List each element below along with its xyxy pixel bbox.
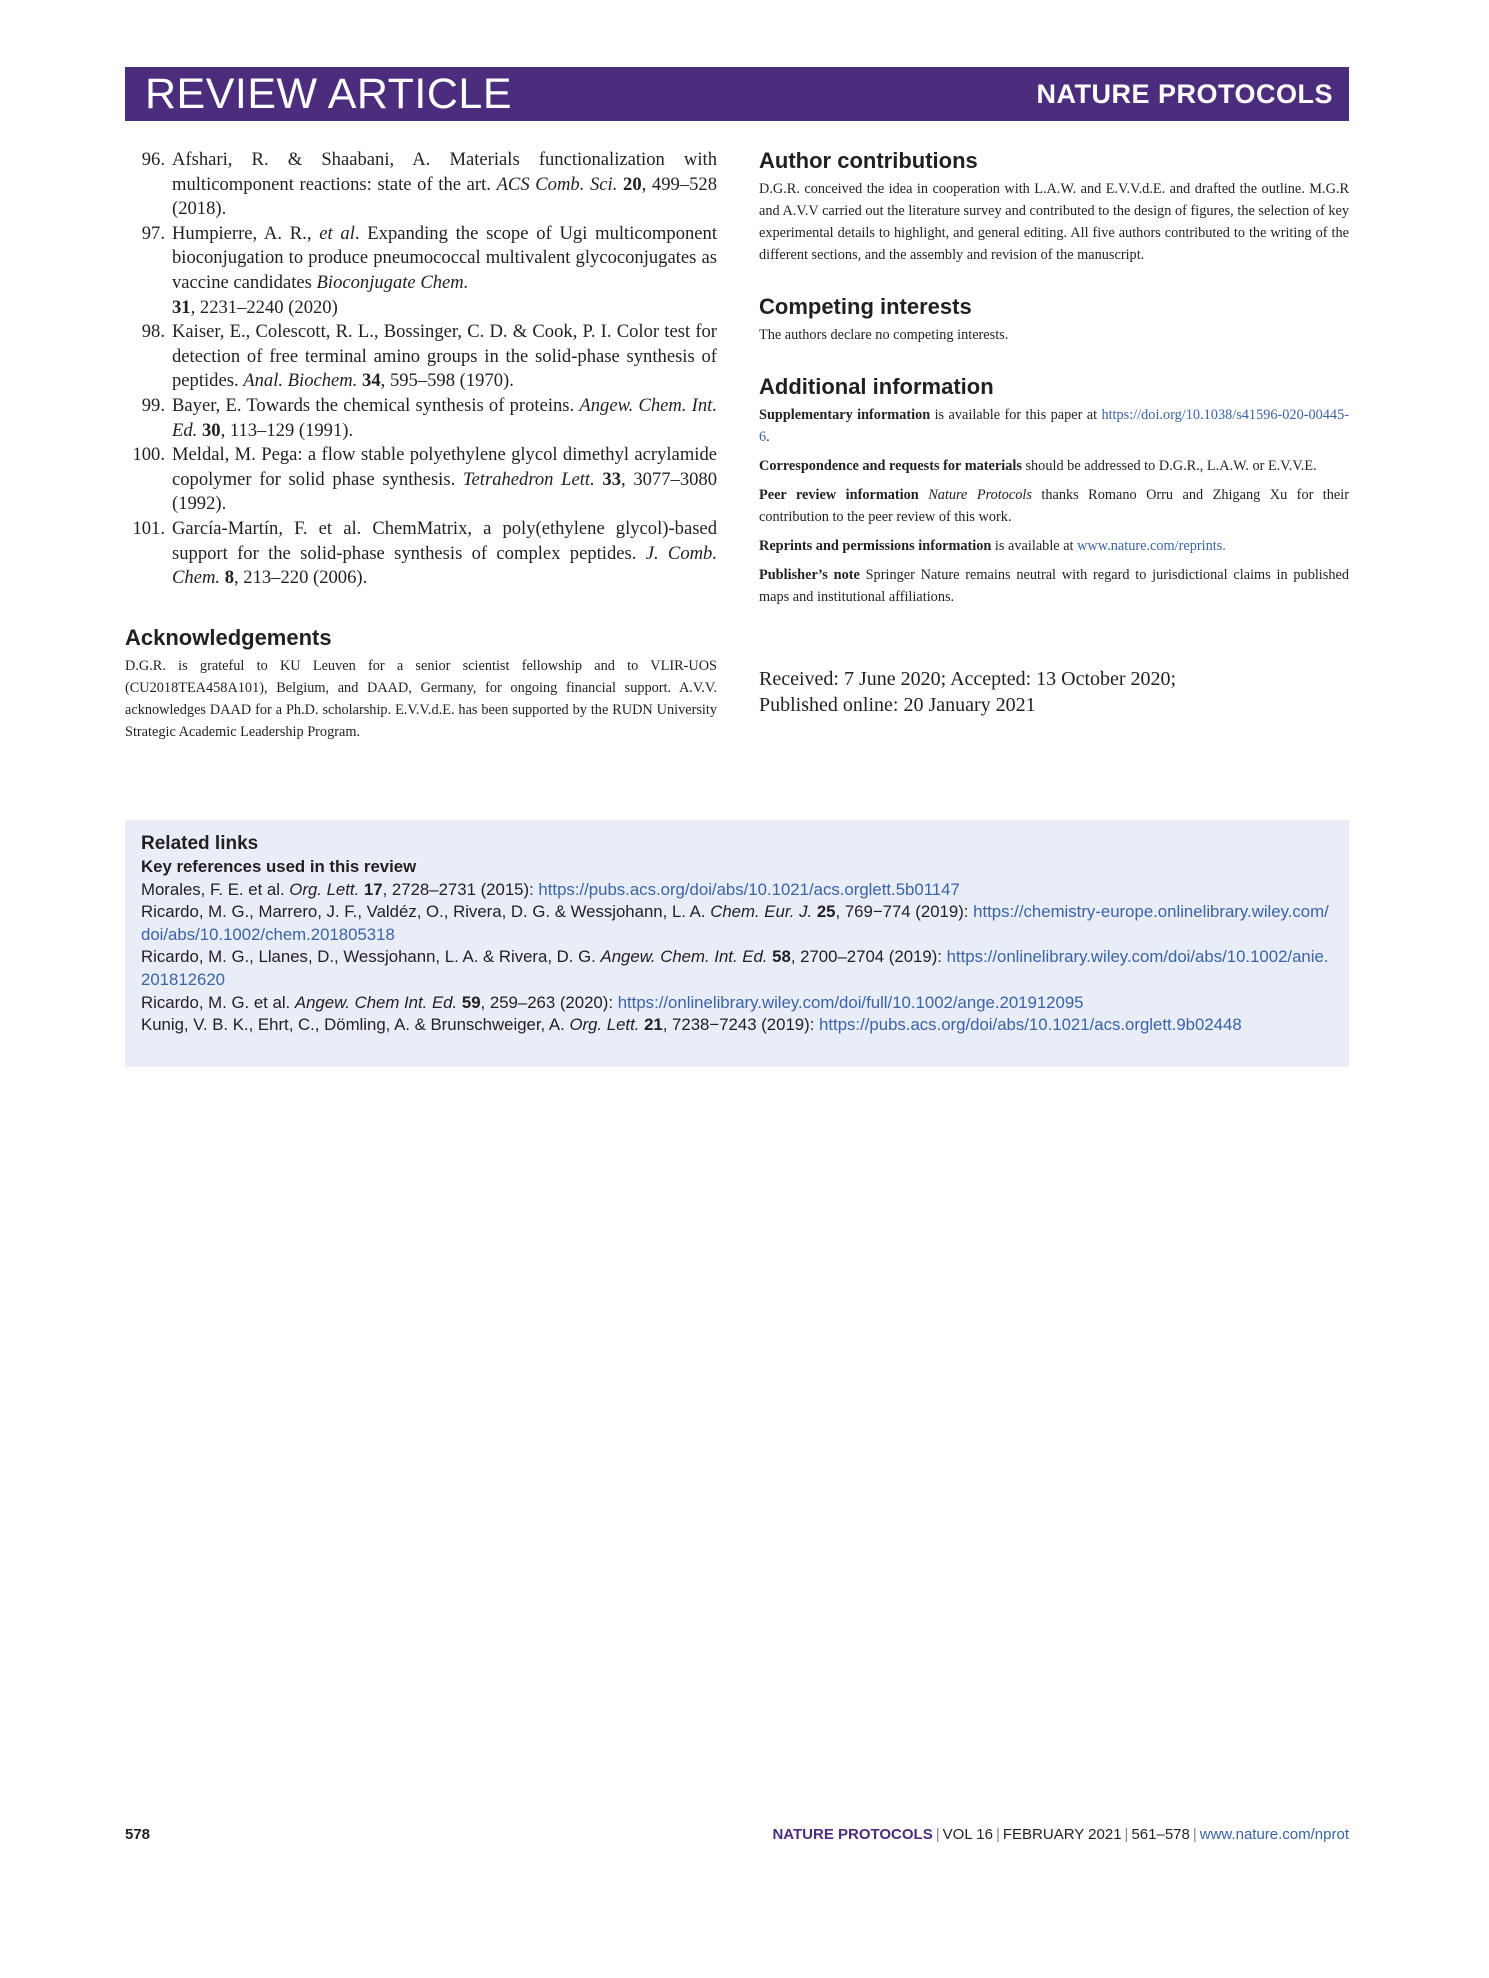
footer-volume: VOL 16	[942, 1826, 993, 1843]
related-links-subtitle: Key references used in this review	[141, 857, 417, 876]
page-footer	[125, 1826, 1349, 1850]
acknowledgements-text: D.G.R. is grateful to KU Leuven for a senior scientist fellowship and to VLIR-UOS (CU2018TEA458A101), Belgium, and DAAD, Germany, for ongoing financial support. A.V.V. acknowledges DAAD for a Ph.D. scholarship. E.V.V.d.E. has been supported by the RUDN University Strategic Academic Leadership Program.	[125, 657, 717, 740]
left-column	[125, 148, 717, 743]
reference-item: 100. Meldal, M. Pega: a flow stable polyethylene glycol dimethyl acrylamide copolymer for solid phase synthesis. Tetrahedron Lett. 33, 3077–3080 (1992).	[132, 444, 718, 515]
related-link-item: Ricardo, M. G., Llanes, D., Wessjohann, L. A. & Rivera, D. G. Angew. Chem. Int. Ed. 58, 2700–2704 (2019): https://onlinelibrary.wiley.com/doi/abs/10.1002/anie.201812620	[141, 947, 1329, 989]
author-contributions-text: D.G.R. conceived the idea in cooperation with L.A.W. and E.V.V.d.E. and drafted the outline. M.G.R and A.V.V carried out the literature survey and contributed to the design of figures, the selection of key experimental details to highlight, and general editing. All five authors contributed to the writing of the different sections, and the assembly and revision of the manuscript.	[759, 181, 1349, 263]
publisher-note: Publisher’s note Springer Nature remains neutral with regard to jurisdictional claims in published maps and institutional affiliations.	[759, 567, 1349, 605]
related-link-url[interactable]: https://pubs.acs.org/doi/abs/10.1021/acs.orglett.9b02448	[819, 1015, 1242, 1035]
footer-journal: NATURE PROTOCOLS	[772, 1826, 933, 1843]
reference-list	[125, 148, 717, 591]
reference-item: 97. Humpierre, A. R., et al. Expanding the scope of Ugi multicomponent bioconjugation to produce pneumococcal multivalent glycoconjugates as vaccine candidates Bioconjugate Chem. 31, 2231–2240 (2020)	[141, 222, 717, 318]
right-column	[759, 148, 1349, 718]
reprints-info: Reprints and permissions information is available at www.nature.com/reprints.	[759, 538, 1226, 554]
additional-information-section	[759, 374, 1349, 608]
related-link-item: Ricardo, M. G. et al. Angew. Chem Int. Ed. 59, 259–263 (2020): https://onlinelibrary.wiley.com/doi/full/10.1002/ange.201912095	[141, 992, 1084, 1012]
reference-item: 99. Bayer, E. Towards the chemical synthesis of proteins. Angew. Chem. Int. Ed. 30, 113–129 (1991).	[141, 394, 717, 441]
reference-item: 101. García-Martín, F. et al. ChemMatrix, a poly(ethylene glycol)-based support for the solid-phase synthesis of complex peptides. J. Comb. Chem. 8, 213–220 (2006).	[132, 517, 717, 589]
additional-information-heading: Additional information	[759, 374, 994, 399]
competing-interests-section	[759, 294, 1349, 346]
publication-dates	[759, 666, 1349, 718]
related-link-url[interactable]: https://pubs.acs.org/doi/abs/10.1021/acs.orglett.5b01147	[538, 879, 960, 899]
acknowledgements-heading: Acknowledgements	[125, 624, 332, 650]
related-link-url[interactable]: https://chemistry-europe.onlinelibrary.wiley.com/doi/abs/10.1002/chem.201805318	[141, 902, 1329, 944]
footer-citation: NATURE PROTOCOLS | VOL 16 | FEBRUARY 2021 | 561–578 | www.nature.com/nprot	[772, 1826, 1349, 1843]
related-link-url[interactable]: https://onlinelibrary.wiley.com/doi/abs/10.1002/anie.201812620	[141, 947, 1329, 989]
author-contributions-section	[759, 148, 1349, 266]
correspondence-info: Correspondence and requests for materials should be addressed to D.G.R., L.A.W. or E.V.V.E.	[759, 458, 1317, 474]
related-link-item: Kunig, V. B. K., Ehrt, C., Dömling, A. & Brunschweiger, A. Org. Lett. 21, 7238−7243 (2019): https://pubs.acs.org/doi/abs/10.1021/acs.orglett.9b02448	[141, 1015, 1242, 1035]
footer-date: FEBRUARY 2021	[1002, 1826, 1122, 1843]
journal-name: NATURE PROTOCOLS	[1036, 79, 1333, 109]
reference-item: 98. Kaiser, E., Colescott, R. L., Bossinger, C. D. & Cook, P. I. Color test for detection of free terminal amino groups in the solid-phase synthesis of peptides. Anal. Biochem. 34, 595–598 (1970).	[141, 321, 717, 392]
related-links-title: Related links	[141, 833, 259, 854]
author-contributions-heading: Author contributions	[759, 148, 978, 173]
acknowledgements-section	[125, 625, 717, 743]
received-accepted-dates: Received: 7 June 2020; Accepted: 13 October 2020;	[759, 668, 1177, 690]
supplementary-info: Supplementary information is available for this paper at https://doi.org/10.1038/s41596-020-00445-6.	[759, 407, 1349, 445]
footer-pages: 561–578	[1131, 1826, 1190, 1843]
related-link-item: Ricardo, M. G., Marrero, J. F., Valdéz, O., Rivera, D. G. & Wessjohann, L. A. Chem. Eur. J. 25, 769−774 (2019): https://chemistry-europe.onlinelibrary.wiley.com/doi/abs/10.1002/chem.201805318	[141, 902, 1329, 944]
article-type: REVIEW ARTICLE	[145, 70, 513, 118]
page-number: 578	[125, 1826, 151, 1843]
related-link-item: Morales, F. E. et al. Org. Lett. 17, 2728–2731 (2015): https://pubs.acs.org/doi/abs/10.1021/acs.orglett.5b01147	[141, 879, 960, 899]
footer-url[interactable]: www.nature.com/nprot	[1199, 1826, 1349, 1843]
competing-interests-text: The authors declare no competing interests.	[759, 327, 1009, 343]
related-link-url[interactable]: https://onlinelibrary.wiley.com/doi/full/10.1002/ange.201912095	[617, 992, 1084, 1012]
reprints-link[interactable]: www.nature.com/reprints.	[1077, 538, 1226, 554]
reference-item: 96. Afshari, R. & Shaabani, A. Materials functionalization with multicomponent reactions: state of the art. ACS Comb. Sci. 20, 499–528 (2018).	[141, 149, 717, 220]
supplementary-link[interactable]: https://doi.org/10.1038/s41596-020-00445-6	[759, 407, 1349, 445]
published-online-date: Published online: 20 January 2021	[759, 694, 1036, 716]
header-banner	[125, 67, 1349, 121]
competing-interests-heading: Competing interests	[759, 294, 972, 319]
peer-review-info: Peer review information Nature Protocols thanks Romano Orru and Zhigang Xu for their contribution to the peer review of this work.	[759, 487, 1350, 525]
related-links-box	[125, 820, 1349, 1067]
